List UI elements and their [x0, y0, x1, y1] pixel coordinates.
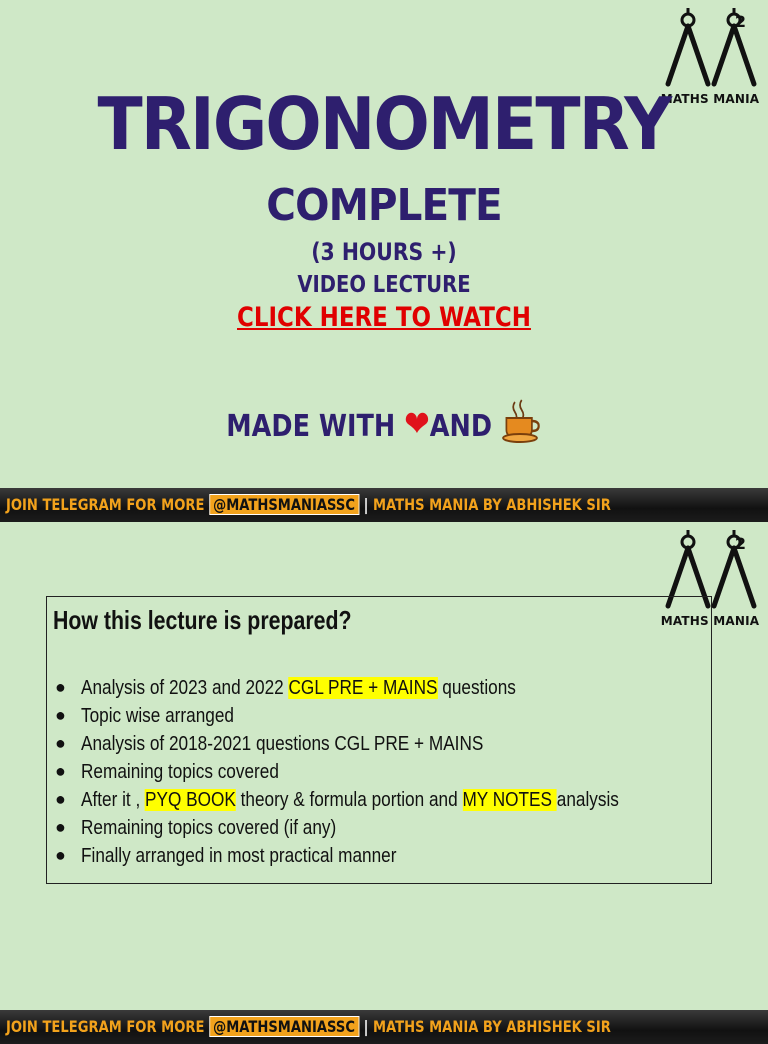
watch-video-link[interactable]: CLICK HERE TO WATCH: [237, 302, 531, 333]
telegram-footer: [0, 1010, 768, 1044]
preparation-list: [53, 677, 706, 873]
list-item: [53, 845, 706, 873]
telegram-handle-link[interactable]: @MATHSMANIASSC: [209, 1016, 359, 1037]
page-subtitle: COMPLETE: [266, 180, 502, 231]
list-text-segment: Remaining topics covered (if any): [81, 817, 337, 839]
footer-suffix: MATHS MANIA BY ABHISHEK SIR: [372, 495, 611, 514]
footer-text: [6, 495, 611, 514]
highlighted-text: MY NOTES: [462, 789, 557, 811]
list-item: [53, 761, 706, 789]
highlighted-text: CGL PRE + MAINS: [288, 677, 438, 699]
list-item-text: [81, 733, 483, 756]
list-item: [53, 817, 706, 845]
list-text-segment: Finally arranged in most practical manner: [81, 845, 397, 867]
list-text-segment: Analysis of 2018-2021 questions CGL PRE + MAINS: [81, 733, 484, 755]
footer-suffix: MATHS MANIA BY ABHISHEK SIR: [372, 1017, 611, 1036]
list-item-text: [81, 761, 279, 784]
footer-separator: |: [363, 495, 369, 514]
list-text-segment: After it ,: [81, 789, 146, 811]
and-label: AND: [429, 409, 493, 444]
bullet-icon: ●: [55, 789, 66, 809]
list-item-text: [81, 845, 396, 868]
footer-separator: |: [363, 1017, 369, 1036]
box-title: How this lecture is prepared?: [53, 605, 352, 635]
list-text-segment: Analysis of 2023 and 2022: [81, 677, 289, 699]
logo-text: MATHS MANIA: [660, 614, 760, 628]
telegram-handle-link[interactable]: @MATHSMANIASSC: [209, 494, 359, 515]
page-title: TRIGONOMETRY: [97, 82, 671, 166]
slide-1: [0, 0, 768, 488]
footer-text: [6, 1017, 611, 1036]
list-item-text: [81, 789, 619, 812]
list-item-text: [81, 677, 516, 700]
coffee-cup-icon: [501, 398, 542, 452]
bullet-icon: ●: [55, 761, 66, 781]
lecture-preparation-box: [46, 596, 712, 884]
bullet-icon: ●: [55, 677, 66, 697]
made-with-label: MADE WITH: [226, 409, 396, 444]
list-text-segment: theory & formula portion and: [235, 789, 463, 811]
telegram-footer: [0, 488, 768, 522]
list-text-segment: Topic wise arranged: [81, 705, 234, 727]
list-text-segment: questions: [437, 677, 516, 699]
footer-prefix: JOIN TELEGRAM FOR MORE: [6, 495, 205, 514]
footer-prefix: JOIN TELEGRAM FOR MORE: [6, 1017, 205, 1036]
list-item-text: [81, 705, 234, 728]
lecture-label: VIDEO LECTURE: [297, 272, 471, 298]
list-text-segment: analysis: [556, 789, 619, 811]
made-with-line: [58, 398, 711, 452]
page-number: 2: [734, 534, 746, 553]
bullet-icon: ●: [55, 705, 66, 725]
heart-icon: ❤: [404, 404, 430, 445]
list-item: [53, 705, 706, 733]
list-text-segment: Remaining topics covered: [81, 761, 279, 783]
page-number: 2: [734, 12, 746, 31]
duration-label: (3 HOURS +): [311, 238, 457, 266]
logo-text: MATHS MANIA: [660, 92, 760, 106]
bullet-icon: ●: [55, 817, 66, 837]
list-item: [53, 733, 706, 761]
list-item-text: [81, 817, 336, 840]
bullet-icon: ●: [55, 733, 66, 753]
bullet-icon: ●: [55, 845, 66, 865]
highlighted-text: PYQ BOOK: [145, 789, 236, 811]
list-item: [53, 677, 706, 705]
list-item: [53, 789, 706, 817]
